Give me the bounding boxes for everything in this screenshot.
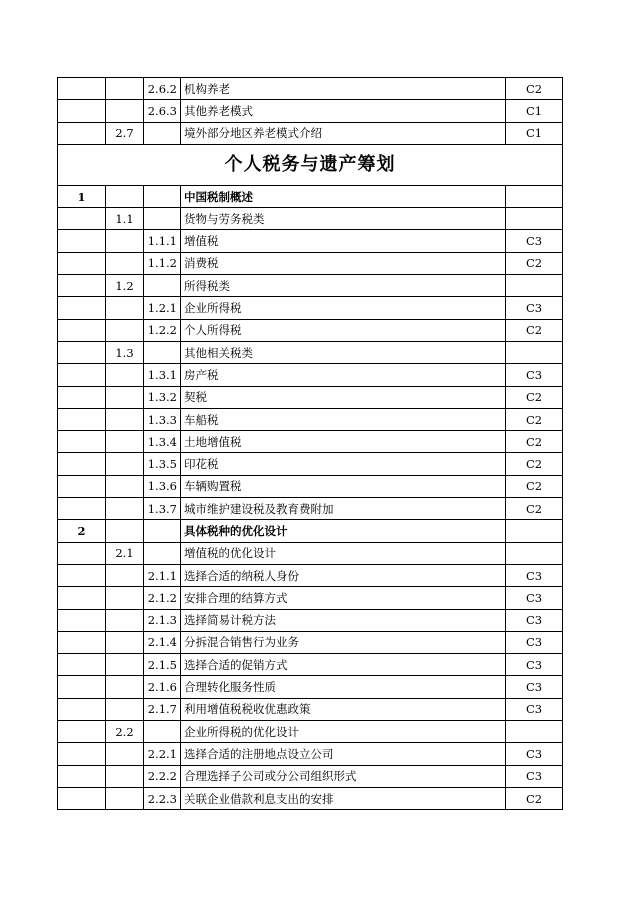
topic-text: 其他养老模式 bbox=[181, 100, 506, 122]
section-number bbox=[106, 787, 144, 809]
topic-text: 安排合理的结算方式 bbox=[181, 587, 506, 609]
chapter-number bbox=[58, 587, 106, 609]
level-code: C2 bbox=[506, 78, 563, 100]
top-section bbox=[58, 78, 563, 145]
section-number bbox=[106, 297, 144, 319]
subsection-number: 2.2.2 bbox=[144, 765, 181, 787]
table-row bbox=[58, 208, 563, 230]
subsection-number: 1.3.4 bbox=[144, 431, 181, 453]
level-code bbox=[506, 542, 563, 564]
level-code: C3 bbox=[506, 364, 563, 386]
table-row bbox=[58, 297, 563, 319]
level-code: C3 bbox=[506, 230, 563, 252]
chapter-number bbox=[58, 498, 106, 520]
subsection-number bbox=[144, 542, 181, 564]
subsection-number: 2.1.3 bbox=[144, 609, 181, 631]
chapter-number bbox=[58, 319, 106, 341]
table-row bbox=[58, 364, 563, 386]
main-section bbox=[58, 185, 563, 809]
subsection-number: 1.3.7 bbox=[144, 498, 181, 520]
chapter-number bbox=[58, 275, 106, 297]
level-code: C2 bbox=[506, 319, 563, 341]
table-row bbox=[58, 408, 563, 430]
chapter-number bbox=[58, 364, 106, 386]
section-number bbox=[106, 230, 144, 252]
level-code: C2 bbox=[506, 453, 563, 475]
chapter-number bbox=[58, 676, 106, 698]
section-number: 1.1 bbox=[106, 208, 144, 230]
subsection-number: 2.2.1 bbox=[144, 743, 181, 765]
level-code bbox=[506, 520, 563, 542]
chapter-number bbox=[58, 542, 106, 564]
topic-text: 消费税 bbox=[181, 252, 506, 274]
subsection-number: 1.2.2 bbox=[144, 319, 181, 341]
level-code: C3 bbox=[506, 676, 563, 698]
table-row bbox=[58, 498, 563, 520]
chapter-number bbox=[58, 698, 106, 720]
subsection-number: 1.3.1 bbox=[144, 364, 181, 386]
subsection-number: 2.1.7 bbox=[144, 698, 181, 720]
table-row bbox=[58, 275, 563, 297]
topic-text: 合理选择子公司或分公司组织形式 bbox=[181, 765, 506, 787]
level-code: C2 bbox=[506, 408, 563, 430]
level-code: C2 bbox=[506, 431, 563, 453]
section-number bbox=[106, 743, 144, 765]
chapter-number bbox=[58, 787, 106, 809]
level-code: C2 bbox=[506, 386, 563, 408]
chapter-number bbox=[58, 609, 106, 631]
section-number: 2.7 bbox=[106, 122, 144, 144]
syllabus-table bbox=[57, 77, 563, 810]
table-row bbox=[58, 743, 563, 765]
section-number bbox=[106, 609, 144, 631]
level-code bbox=[506, 185, 563, 207]
level-code bbox=[506, 721, 563, 743]
subsection-number: 2.1.2 bbox=[144, 587, 181, 609]
chapter-number bbox=[58, 654, 106, 676]
topic-text: 企业所得税的优化设计 bbox=[181, 721, 506, 743]
subsection-number bbox=[144, 341, 181, 363]
subsection-number: 2.1.4 bbox=[144, 631, 181, 653]
section-number bbox=[106, 520, 144, 542]
table-row bbox=[58, 230, 563, 252]
section-number: 2.1 bbox=[106, 542, 144, 564]
table-row bbox=[58, 698, 563, 720]
table-row bbox=[58, 765, 563, 787]
subsection-number: 1.3.6 bbox=[144, 475, 181, 497]
chapter-number bbox=[58, 453, 106, 475]
level-code bbox=[506, 341, 563, 363]
section-number bbox=[106, 386, 144, 408]
section-number bbox=[106, 587, 144, 609]
subsection-number: 1.3.2 bbox=[144, 386, 181, 408]
topic-text: 选择合适的注册地点设立公司 bbox=[181, 743, 506, 765]
subsection-number: 1.3.3 bbox=[144, 408, 181, 430]
table-row bbox=[58, 721, 563, 743]
table-row bbox=[58, 587, 563, 609]
topic-text: 增值税的优化设计 bbox=[181, 542, 506, 564]
section-number bbox=[106, 100, 144, 122]
table-row bbox=[58, 341, 563, 363]
topic-text: 选择合适的促销方式 bbox=[181, 654, 506, 676]
chapter-number bbox=[58, 252, 106, 274]
chapter-number bbox=[58, 208, 106, 230]
table-row bbox=[58, 386, 563, 408]
topic-text: 契税 bbox=[181, 386, 506, 408]
level-code: C3 bbox=[506, 631, 563, 653]
topic-text: 选择简易计税方法 bbox=[181, 609, 506, 631]
level-code bbox=[506, 208, 563, 230]
section-number bbox=[106, 185, 144, 207]
table-row bbox=[58, 431, 563, 453]
topic-text: 关联企业借款利息支出的安排 bbox=[181, 787, 506, 809]
chapter-number bbox=[58, 386, 106, 408]
subsection-number bbox=[144, 185, 181, 207]
table-row bbox=[58, 475, 563, 497]
section-number bbox=[106, 765, 144, 787]
section-number bbox=[106, 475, 144, 497]
level-code: C3 bbox=[506, 587, 563, 609]
section-number bbox=[106, 631, 144, 653]
table-row bbox=[58, 252, 563, 274]
chapter-number bbox=[58, 297, 106, 319]
topic-text: 货物与劳务税类 bbox=[181, 208, 506, 230]
section-number bbox=[106, 319, 144, 341]
level-code: C3 bbox=[506, 297, 563, 319]
title-row bbox=[58, 144, 563, 185]
level-code: C2 bbox=[506, 475, 563, 497]
subsection-number: 2.1.1 bbox=[144, 564, 181, 586]
subsection-number: 1.2.1 bbox=[144, 297, 181, 319]
title-section bbox=[58, 144, 563, 185]
level-code: C2 bbox=[506, 498, 563, 520]
chapter-number: 2 bbox=[58, 520, 106, 542]
topic-text: 城市维护建设税及教育费附加 bbox=[181, 498, 506, 520]
level-code: C3 bbox=[506, 564, 563, 586]
section-title: 个人税务与遗产筹划 bbox=[58, 144, 563, 185]
level-code: C1 bbox=[506, 100, 563, 122]
topic-text: 土地增值税 bbox=[181, 431, 506, 453]
table-row bbox=[58, 520, 563, 542]
topic-text: 印花税 bbox=[181, 453, 506, 475]
subsection-number: 2.6.2 bbox=[144, 78, 181, 100]
section-number: 1.3 bbox=[106, 341, 144, 363]
table-row bbox=[58, 453, 563, 475]
table-row bbox=[58, 122, 563, 144]
topic-text: 具体税种的优化设计 bbox=[181, 520, 506, 542]
table-row bbox=[58, 542, 563, 564]
topic-text: 所得税类 bbox=[181, 275, 506, 297]
chapter-number bbox=[58, 743, 106, 765]
chapter-number bbox=[58, 78, 106, 100]
topic-text: 合理转化服务性质 bbox=[181, 676, 506, 698]
section-number: 1.2 bbox=[106, 275, 144, 297]
chapter-number bbox=[58, 721, 106, 743]
topic-text: 中国税制概述 bbox=[181, 185, 506, 207]
subsection-number: 1.3.5 bbox=[144, 453, 181, 475]
subsection-number: 2.2.3 bbox=[144, 787, 181, 809]
chapter-number bbox=[58, 341, 106, 363]
level-code: C3 bbox=[506, 743, 563, 765]
chapter-number bbox=[58, 408, 106, 430]
topic-text: 分拆混合销售行为业务 bbox=[181, 631, 506, 653]
table-row bbox=[58, 654, 563, 676]
subsection-number bbox=[144, 721, 181, 743]
chapter-number bbox=[58, 122, 106, 144]
level-code: C3 bbox=[506, 698, 563, 720]
section-number bbox=[106, 498, 144, 520]
topic-text: 增值税 bbox=[181, 230, 506, 252]
topic-text: 房产税 bbox=[181, 364, 506, 386]
subsection-number: 1.1.1 bbox=[144, 230, 181, 252]
section-number: 2.2 bbox=[106, 721, 144, 743]
subsection-number: 2.1.6 bbox=[144, 676, 181, 698]
table-row bbox=[58, 676, 563, 698]
chapter-number bbox=[58, 631, 106, 653]
level-code: C2 bbox=[506, 252, 563, 274]
table-row bbox=[58, 564, 563, 586]
section-number bbox=[106, 408, 144, 430]
topic-text: 选择合适的纳税人身份 bbox=[181, 564, 506, 586]
subsection-number bbox=[144, 122, 181, 144]
chapter-number: 1 bbox=[58, 185, 106, 207]
level-code: C3 bbox=[506, 609, 563, 631]
level-code: C2 bbox=[506, 787, 563, 809]
table-row bbox=[58, 319, 563, 341]
topic-text: 机构养老 bbox=[181, 78, 506, 100]
subsection-number bbox=[144, 520, 181, 542]
section-number bbox=[106, 364, 144, 386]
topic-text: 其他相关税类 bbox=[181, 341, 506, 363]
level-code bbox=[506, 275, 563, 297]
chapter-number bbox=[58, 431, 106, 453]
subsection-number bbox=[144, 275, 181, 297]
chapter-number bbox=[58, 100, 106, 122]
subsection-number: 1.1.2 bbox=[144, 252, 181, 274]
topic-text: 车船税 bbox=[181, 408, 506, 430]
topic-text: 个人所得税 bbox=[181, 319, 506, 341]
chapter-number bbox=[58, 564, 106, 586]
level-code: C1 bbox=[506, 122, 563, 144]
section-number bbox=[106, 564, 144, 586]
topic-text: 车辆购置税 bbox=[181, 475, 506, 497]
table-row bbox=[58, 78, 563, 100]
chapter-number bbox=[58, 230, 106, 252]
subsection-number: 2.6.3 bbox=[144, 100, 181, 122]
table-row bbox=[58, 609, 563, 631]
chapter-number bbox=[58, 475, 106, 497]
section-number bbox=[106, 431, 144, 453]
section-number bbox=[106, 676, 144, 698]
topic-text: 利用增值税税收优惠政策 bbox=[181, 698, 506, 720]
topic-text: 企业所得税 bbox=[181, 297, 506, 319]
level-code: C3 bbox=[506, 654, 563, 676]
subsection-number bbox=[144, 208, 181, 230]
section-number bbox=[106, 654, 144, 676]
chapter-number bbox=[58, 765, 106, 787]
subsection-number: 2.1.5 bbox=[144, 654, 181, 676]
topic-text: 境外部分地区养老模式介绍 bbox=[181, 122, 506, 144]
level-code: C3 bbox=[506, 765, 563, 787]
section-number bbox=[106, 78, 144, 100]
table-row bbox=[58, 631, 563, 653]
section-number bbox=[106, 453, 144, 475]
section-number bbox=[106, 698, 144, 720]
table-row bbox=[58, 100, 563, 122]
table-row bbox=[58, 185, 563, 207]
section-number bbox=[106, 252, 144, 274]
table-row bbox=[58, 787, 563, 809]
